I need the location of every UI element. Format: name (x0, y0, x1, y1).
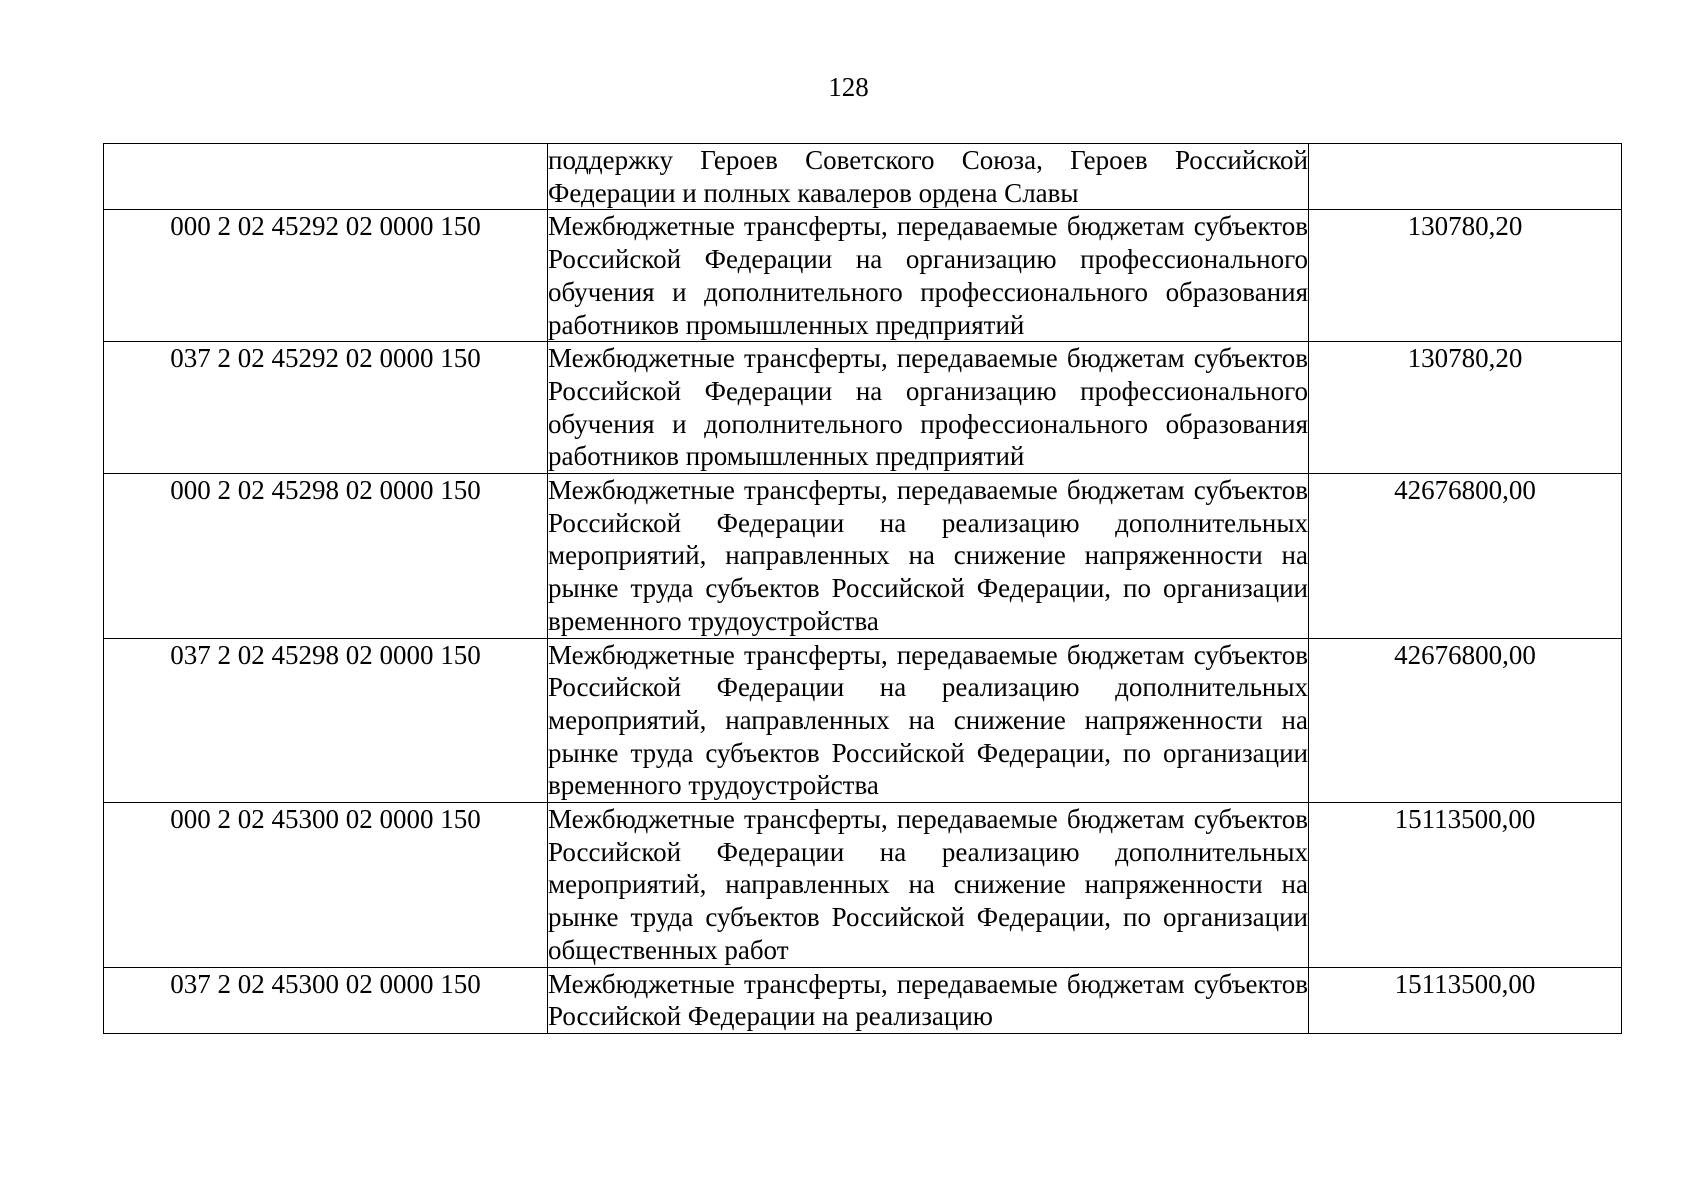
amount-cell: 15113500,00 (1309, 803, 1622, 968)
description-cell: Межбюджетные трансферты, передаваемые бюджетам субъектов Российской Федерации на реализацию дополнительных мероприятий, направленных на снижение напряженности на рынке труда субъектов Российской Федерации, по организации временного трудоустройства (548, 474, 1309, 639)
table-row (104, 638, 1622, 803)
table-row (104, 342, 1622, 474)
budget-code-cell: 000 2 02 45300 02 0000 150 (104, 803, 548, 968)
description-cell: Межбюджетные трансферты, передаваемые бюджетам субъектов Российской Федерации на организацию профессионального обучения и дополнительного профессионального образования работников промышленных предприятий (548, 210, 1309, 342)
budget-table (103, 143, 1622, 1034)
budget-code-cell: 037 2 02 45292 02 0000 150 (104, 342, 548, 474)
budget-code-cell: 000 2 02 45292 02 0000 150 (104, 210, 548, 342)
description-cell: Межбюджетные трансферты, передаваемые бюджетам субъектов Российской Федерации на организацию профессионального обучения и дополнительного профессионального образования работников промышленных предприятий (548, 342, 1309, 474)
amount-cell (1309, 144, 1622, 210)
table-row (104, 210, 1622, 342)
table-row (104, 803, 1622, 968)
description-cell: Межбюджетные трансферты, передаваемые бюджетам субъектов Российской Федерации на реализацию дополнительных мероприятий, направленных на снижение напряженности на рынке труда субъектов Российской Федерации, по организации общественных работ (548, 803, 1309, 968)
table-row (104, 474, 1622, 639)
budget-code-cell: 037 2 02 45300 02 0000 150 (104, 967, 548, 1033)
amount-cell: 42676800,00 (1309, 474, 1622, 639)
amount-cell: 42676800,00 (1309, 638, 1622, 803)
description-cell: Межбюджетные трансферты, передаваемые бюджетам субъектов Российской Федерации на реализацию дополнительных мероприятий, направленных на снижение напряженности на рынке труда субъектов Российской Федерации, по организации временного трудоустройства (548, 638, 1309, 803)
description-cell: поддержку Героев Советского Союза, Героев Российской Федерации и полных кавалеров ордена Славы (548, 144, 1309, 210)
budget-code-cell: 037 2 02 45298 02 0000 150 (104, 638, 548, 803)
amount-cell: 15113500,00 (1309, 967, 1622, 1033)
table-row (104, 967, 1622, 1033)
amount-cell: 130780,20 (1309, 342, 1622, 474)
table-row (104, 144, 1622, 210)
page-number: 128 (828, 72, 869, 102)
amount-cell: 130780,20 (1309, 210, 1622, 342)
description-cell: Межбюджетные трансферты, передаваемые бюджетам субъектов Российской Федерации на реализацию (548, 967, 1309, 1033)
budget-code-cell: 000 2 02 45298 02 0000 150 (104, 474, 548, 639)
budget-code-cell (104, 144, 548, 210)
